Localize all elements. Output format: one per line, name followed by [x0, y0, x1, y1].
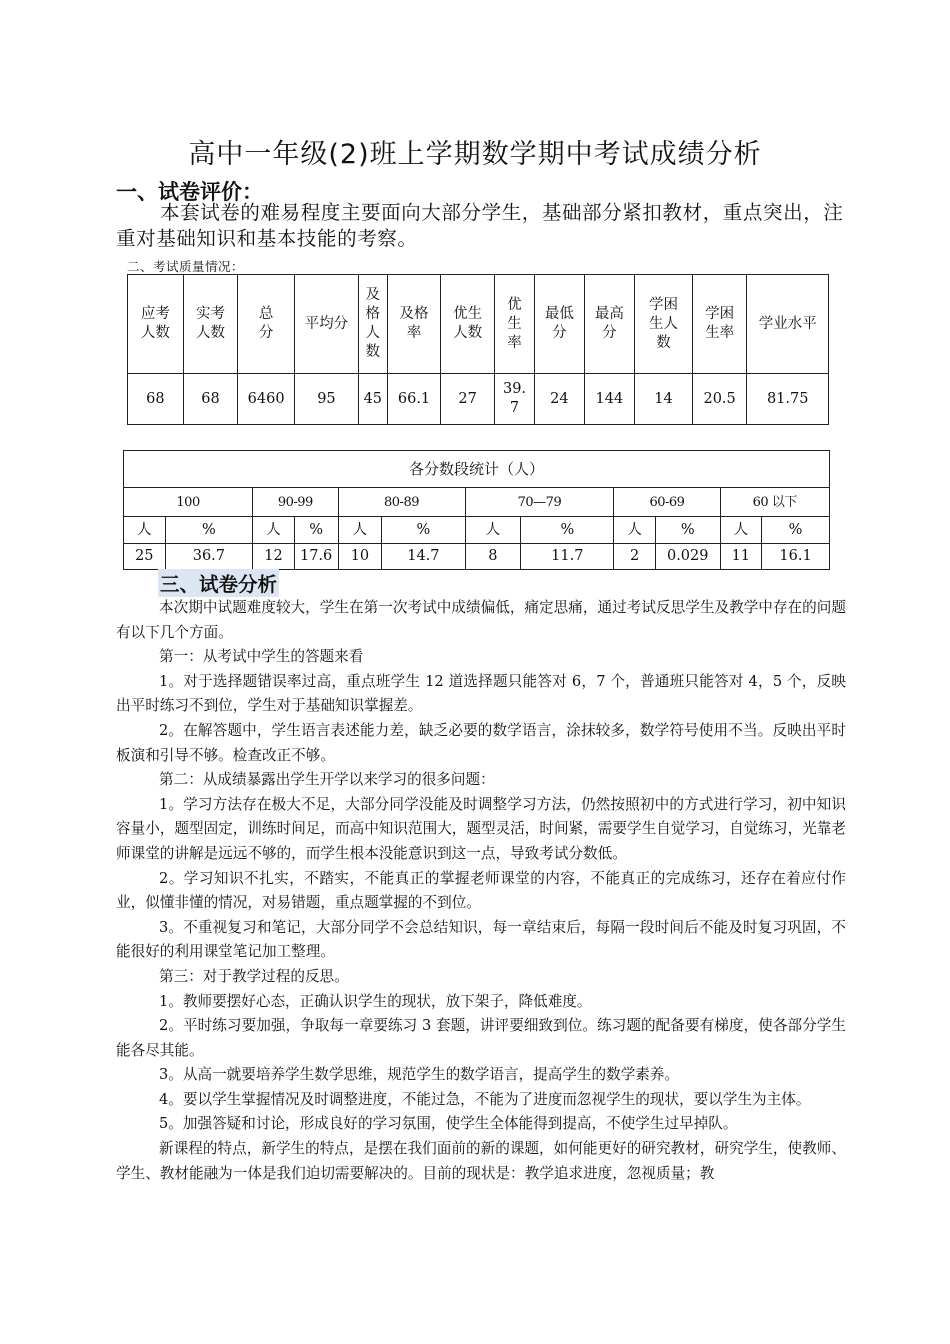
unit-percent-cell: % [762, 517, 830, 544]
score-range-header: 100 [124, 488, 253, 517]
quality-value-cell: 20.5 [692, 374, 747, 425]
quality-value-cell: 6460 [238, 374, 295, 425]
percent-cell: 0.029 [655, 544, 720, 570]
analysis-paragraph: 2。在解答题中，学生语言表述能力差，缺乏必要的数学语言，涂抹较多，数学符号使用不当。反映出平时板演和引导不够。检查改正不够。 [116, 721, 846, 764]
quality-value-cell: 24 [535, 374, 584, 425]
count-cell: 12 [253, 544, 295, 570]
analysis-paragraph: 第二：从成绩暴露出学生开学以来学习的很多问题： [159, 771, 495, 789]
analysis-paragraph: 3。不重视复习和笔记，大部分同学不会总结知识，每一章结束后，每隔一段时间后不能及时复习巩固，不能很好的利用课堂笔记加工整理。 [116, 918, 846, 961]
quality-value-cell: 144 [584, 374, 635, 425]
quality-header-cell: 学困 生人 数 [635, 275, 693, 374]
distribution-caption: 各分数段统计（人） [124, 451, 830, 488]
analysis-paragraph: 1。教师要摆好心态，正确认识学生的现状，放下架子，降低难度。 [159, 992, 592, 1010]
analysis-paragraph: 第一：从考试中学生的答题来看 [159, 648, 364, 666]
quality-header-cell: 最低 分 [535, 275, 584, 374]
score-range-header: 90-99 [253, 488, 338, 517]
quality-value-cell: 27 [441, 374, 495, 425]
quality-header-cell: 优生 人数 [441, 275, 495, 374]
quality-header-cell: 总 分 [238, 275, 295, 374]
quality-value-cell: 68 [183, 374, 238, 425]
quality-header-cell: 优 生 率 [494, 275, 534, 374]
percent-cell: 17.6 [294, 544, 338, 570]
quality-header-cell: 平均分 [294, 275, 358, 374]
count-cell: 10 [338, 544, 382, 570]
count-cell: 25 [124, 544, 166, 570]
quality-value-cell: 68 [128, 374, 184, 425]
analysis-paragraph: 1。对于选择题错误率过高，重点班学生 12 道选择题只能答对 6，7 个，普通班只能答对 4，5 个，反映出平时练习不到位，学生对于基础知识掌握差。 [116, 672, 846, 715]
section-heading-analysis: 三、试卷分析 [158, 569, 279, 597]
analysis-paragraph: 1。学习方法存在极大不足，大部分同学没能及时调整学习方法，仍然按照初中的方式进行学习，初中知识容量小，题型固定，训练时间足，而高中知识范围大，题型灵活，时间紧，需要学生自觉学习，自觉练习，光靠老师课堂的讲解是远远不够的，而学生根本没能意识到这一点，导致考试分数低。 [116, 795, 846, 862]
percent-cell: 14.7 [382, 544, 465, 570]
quality-header-cell: 学业水平 [747, 275, 829, 374]
unit-person-cell: 人 [124, 517, 166, 544]
score-range-header: 60-69 [614, 488, 720, 517]
evaluation-paragraph: 本套试卷的难易程度主要面向大部分学生，基础部分紧扣教材，重点突出，注重对基础知识和基本技能的考察。 [116, 201, 844, 250]
unit-person-cell: 人 [720, 517, 762, 544]
quality-value-cell: 66.1 [387, 374, 441, 425]
analysis-paragraph: 3。从高一就要培养学生数学思维，规范学生的数学语言，提高学生的数学素养。 [159, 1066, 680, 1084]
score-range-header: 80-89 [338, 488, 465, 517]
percent-cell: 11.7 [521, 544, 614, 570]
unit-percent-cell: % [382, 517, 465, 544]
quality-value-cell: 81.75 [747, 374, 829, 425]
count-cell: 2 [614, 544, 656, 570]
score-distribution-table [123, 450, 830, 570]
quality-header-cell: 最高 分 [584, 275, 635, 374]
unit-person-cell: 人 [253, 517, 295, 544]
unit-percent-cell: % [165, 517, 253, 544]
count-cell: 11 [720, 544, 762, 570]
quality-value-cell: 95 [294, 374, 358, 425]
quality-header-cell: 及 格 人 数 [358, 275, 387, 374]
unit-person-cell: 人 [338, 517, 382, 544]
analysis-paragraph: 2。平时练习要加强，争取每一章要练习 3 套题，讲评要细致到位。练习题的配备要有梯度，使各部分学生能各尽其能。 [116, 1017, 846, 1059]
quality-value-cell: 14 [635, 374, 693, 425]
percent-cell: 16.1 [762, 544, 830, 570]
unit-person-cell: 人 [465, 517, 521, 544]
analysis-paragraph: 5。加强答疑和讨论，形成良好的学习氛围，使学生全体能得到提高，不使学生过早掉队。 [159, 1115, 738, 1133]
quality-header-cell: 应考 人数 [128, 275, 184, 374]
analysis-paragraph: 本次期中试题难度较大，学生在第一次考试中成绩偏低，痛定思痛，通过考试反思学生及教学中存在的问题有以下几个方面。 [116, 599, 846, 641]
quality-header-cell: 实考 人数 [183, 275, 238, 374]
analysis-paragraph: 4。要以学生掌握情况及时调整进度，不能过急，不能为了进度而忽视学生的现状，要以学生为主体。 [159, 1090, 811, 1108]
section-heading-evaluation: 一、试卷评价： [116, 180, 263, 204]
quality-header-cell: 学困 生率 [692, 275, 747, 374]
count-cell: 8 [465, 544, 521, 570]
analysis-paragraph: 新课程的特点，新学生的特点，是摆在我们面前的新的课题，如何能更好的研究教材，研究学生，使教师、学生、教材能融为一体是我们迫切需要解决的。目前的现状是：教学追求进度，忽视质量；教 [116, 1140, 846, 1182]
score-range-header: 70—79 [465, 488, 614, 517]
analysis-body [116, 596, 846, 1186]
unit-percent-cell: % [521, 517, 614, 544]
quality-table [127, 274, 829, 425]
percent-cell: 36.7 [165, 544, 253, 570]
analysis-paragraph: 第三：对于教学过程的反思。 [159, 967, 349, 985]
unit-percent-cell: % [655, 517, 720, 544]
quality-value-cell: 39. 7 [494, 374, 534, 425]
analysis-paragraph: 2。学习知识不扎实，不踏实，不能真正的掌握老师课堂的内容，不能真正的完成练习，还存在着应付作业，似懂非懂的情况，对易错题，重点题掌握的不到位。 [116, 869, 846, 912]
unit-percent-cell: % [294, 517, 338, 544]
quality-header-cell: 及格 率 [387, 275, 441, 374]
section-heading-quality: 二、考试质量情况： [127, 259, 245, 274]
unit-person-cell: 人 [614, 517, 656, 544]
page-title: 高中一年级(2)班上学期数学期中考试成绩分析 [188, 139, 762, 170]
score-range-header: 60 以下 [720, 488, 829, 517]
quality-value-cell: 45 [358, 374, 387, 425]
